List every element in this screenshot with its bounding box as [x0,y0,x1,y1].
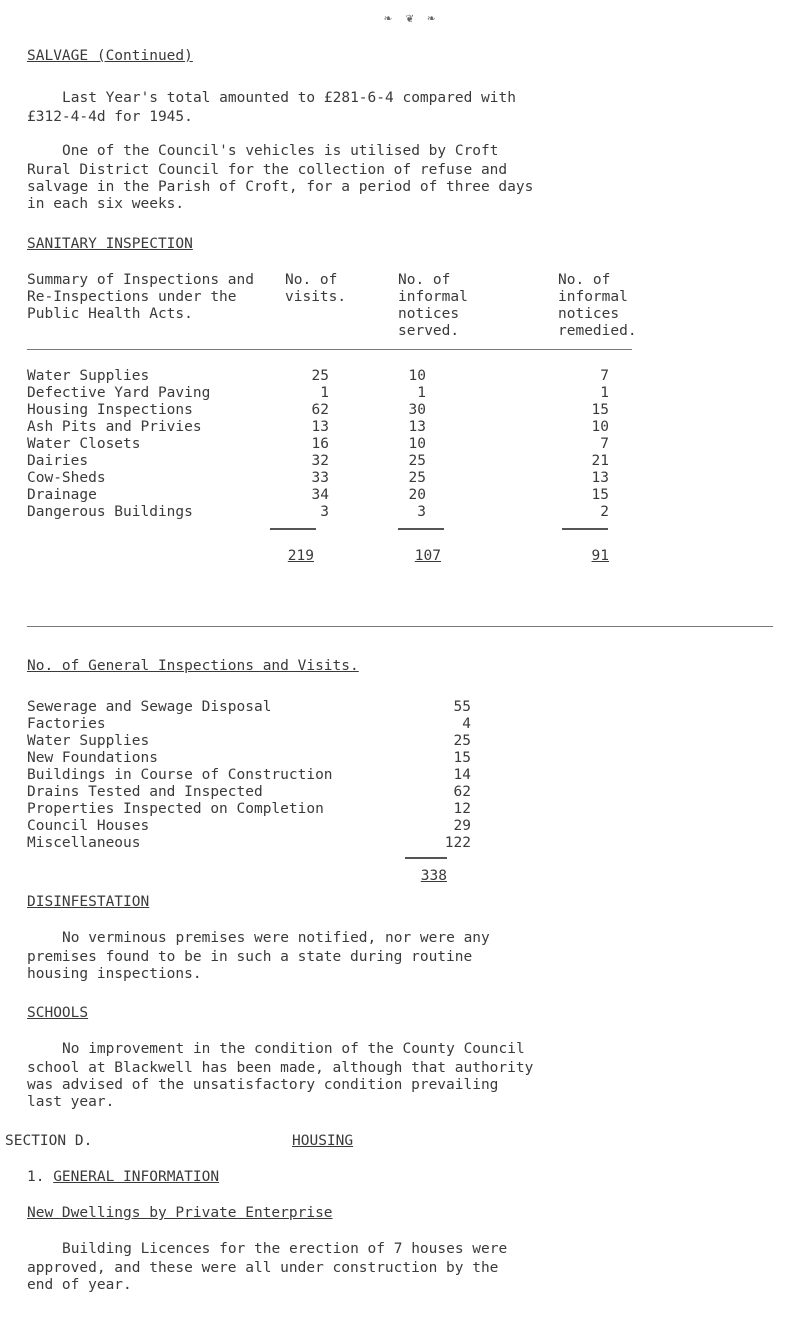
row-label: Defective Yard Paving [27,385,211,401]
salvage-para1 [62,90,516,107]
row-served: 30 [408,402,426,418]
sanitary-table [27,368,609,521]
row-label: Water Supplies [27,368,150,384]
row-served: 10 [408,436,426,452]
header-mark: ❧ ❦ ❧ [384,11,439,26]
text-line: Last Year's total amounted to £281-6-4 compared with [62,90,516,106]
row-visits: 25 [311,368,329,384]
text-line: Rural District Council for the collection of refuse and [27,162,508,178]
row-label: Dairies [27,453,89,469]
total-rule [270,528,316,530]
summary-caption: Summary of Inspections and Re-Inspections under the Public Health Acts. [27,272,254,322]
table-row [27,750,471,767]
row-value: 55 [453,699,471,715]
text-line: One of the Council's vehicles is utilised by Croft [62,143,499,159]
row-remedied: 10 [591,419,609,435]
row-served: 20 [408,487,426,503]
sub-heading: GENERAL INFORMATION [53,1169,220,1185]
row-served: 25 [408,453,426,469]
row-value: 25 [453,733,471,749]
row-label: Water Closets [27,436,141,452]
text-line: Building Licences for the erection of 7 houses were [62,1241,508,1257]
row-value: 4 [462,716,471,732]
text-line: premises found to be in such a state during routine [27,949,473,965]
row-label: New Foundations [27,750,158,766]
row-visits: 62 [311,402,329,418]
disinfestation-para-cont [27,949,472,983]
row-label: Ash Pits and Privies [27,419,202,435]
text-line: end of year. [27,1277,132,1293]
table-row [27,419,609,436]
text-line: school at Blackwell has been made, although that authority [27,1060,534,1076]
row-label: Drains Tested and Inspected [27,784,263,800]
general-total: 338 [420,868,447,884]
disinfestation-heading: DISINFESTATION [27,894,150,910]
general-table [27,699,471,852]
row-label: Sewerage and Sewage Disposal [27,699,272,715]
general-heading: No. of General Inspections and Visits. [27,658,359,674]
col-header-visits: No. of visits. [285,272,347,305]
schools-heading: SCHOOLS [27,1005,89,1021]
row-remedied: 21 [591,453,609,469]
text-line: was advised of the unsatisfactory condition prevailing [27,1077,499,1093]
row-remedied: 15 [591,402,609,418]
row-label: Miscellaneous [27,835,141,851]
section-d-title: HOUSING [292,1133,354,1149]
total-remedied: 91 [591,548,609,564]
row-remedied: 2 [600,504,609,520]
table-row [27,504,609,521]
row-label: Buildings in Course of Construction [27,767,333,783]
row-remedied: 7 [600,368,609,384]
table-row [27,385,609,402]
table-row [27,716,471,733]
sub-heading-line [27,1169,219,1186]
text-line: No verminous premises were notified, nor were any [62,930,490,946]
salvage-para1-cont [27,109,193,126]
col-header-served: No. of informal notices served. [398,272,468,339]
row-value: 122 [444,835,471,851]
sub-number: 1. [27,1169,45,1185]
section-divider [27,626,773,627]
text-line: housing inspections. [27,966,202,982]
row-served: 1 [417,385,426,401]
table-row [27,835,471,852]
table-row [27,818,471,835]
row-remedied: 1 [600,385,609,401]
schools-para-cont [27,1060,533,1111]
total-visits: 219 [287,548,314,564]
row-remedied: 7 [600,436,609,452]
table-row [27,487,609,504]
col-header-remedied: No. of informal notices remedied. [558,272,637,339]
row-served: 10 [408,368,426,384]
text-line: No improvement in the condition of the County Council [62,1041,525,1057]
table-row [27,699,471,716]
table-row [27,801,471,818]
total-rule [405,857,447,859]
row-value: 15 [453,750,471,766]
table-row [27,767,471,784]
table-row [27,436,609,453]
salvage-para2 [62,143,499,160]
row-value: 14 [453,767,471,783]
row-visits: 3 [320,504,329,520]
sanitary-heading: SANITARY INSPECTION [27,236,193,252]
row-visits: 16 [311,436,329,452]
salvage-para2-cont [27,162,533,213]
row-visits: 1 [320,385,329,401]
text-line: approved, and these were all under construction by the [27,1260,499,1276]
text-line: salvage in the Parish of Croft, for a period of three days [27,179,534,195]
schools-para [62,1041,525,1058]
sub-sub-heading: New Dwellings by Private Enterprise [27,1205,333,1221]
section-d-label: SECTION D. [5,1133,93,1149]
row-visits: 13 [311,419,329,435]
text-line: last year. [27,1094,115,1110]
row-label: Water Supplies [27,733,150,749]
row-label: Housing Inspections [27,402,193,418]
row-visits: 32 [311,453,329,469]
row-served: 3 [417,504,426,520]
row-served: 13 [408,419,426,435]
housing-para-cont [27,1260,498,1294]
row-served: 25 [408,470,426,486]
text-line: in each six weeks. [27,196,185,212]
row-remedied: 13 [591,470,609,486]
salvage-heading: SALVAGE (Continued) [27,48,193,64]
row-label: Council Houses [27,818,150,834]
disinfestation-para [62,930,490,947]
table-row [27,733,471,750]
row-remedied: 15 [591,487,609,503]
table-row [27,784,471,801]
header-divider [27,349,632,350]
total-rule [562,528,608,530]
row-label: Cow-Sheds [27,470,106,486]
total-rule [398,528,444,530]
row-label: Dangerous Buildings [27,504,193,520]
row-label: Drainage [27,487,97,503]
row-value: 62 [453,784,471,800]
total-served: 107 [414,548,441,564]
row-value: 29 [453,818,471,834]
row-value: 12 [453,801,471,817]
table-row [27,402,609,419]
table-row [27,470,609,487]
row-label: Factories [27,716,106,732]
row-visits: 33 [311,470,329,486]
table-row [27,453,609,470]
row-visits: 34 [311,487,329,503]
housing-para [62,1241,507,1258]
text-line: £312-4-4d for 1945. [27,109,193,125]
row-label: Properties Inspected on Completion [27,801,324,817]
table-row [27,368,609,385]
